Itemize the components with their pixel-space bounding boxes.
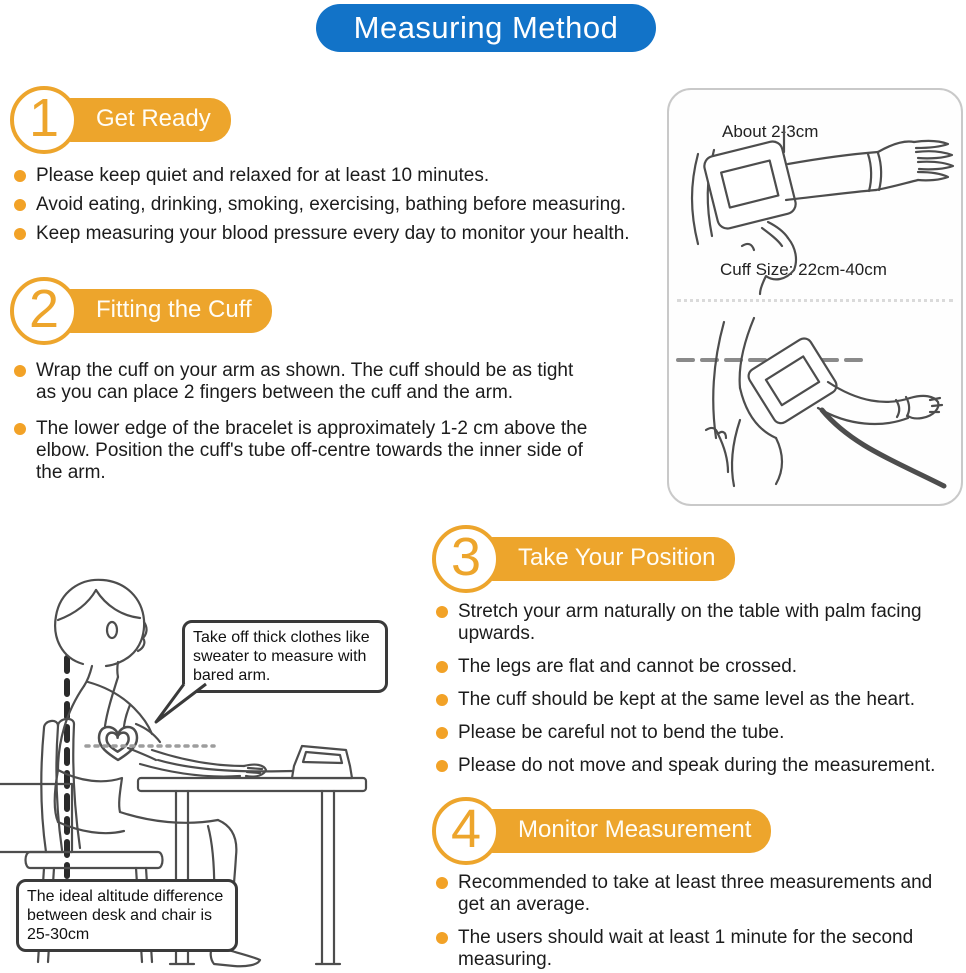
heart-icon	[99, 727, 137, 760]
chair-backrest	[41, 728, 46, 852]
bullet-dot-icon	[436, 932, 448, 944]
hair-line	[58, 590, 96, 620]
bullet-text: Avoid eating, drinking, smoking, exercising, bathing before measuring.	[36, 194, 627, 215]
bullet-dot-icon	[436, 606, 448, 618]
finger-line	[918, 172, 948, 180]
bullet-item	[432, 656, 960, 678]
desk-top	[138, 778, 366, 791]
shoulder-line	[692, 154, 698, 244]
bullet-item	[10, 194, 678, 216]
bullet-text: The cuff should be kept at the same level as the heart.	[458, 689, 915, 710]
cuff-gap-label: About 2-3cm	[722, 122, 819, 141]
bullet-dot-icon	[14, 423, 26, 435]
bullet-item	[432, 722, 960, 744]
bullet-text: Please do not move and speak during the measurement.	[458, 755, 936, 776]
bullet-dot-icon	[14, 170, 26, 182]
bullet-dot-icon	[14, 365, 26, 377]
palm-line	[876, 180, 918, 190]
straight-arm-illustration	[672, 96, 960, 296]
step2-number-badge: 2	[10, 277, 78, 345]
finger-line	[914, 141, 948, 148]
step4-title-pill: Monitor Measurement	[472, 809, 771, 853]
bullet-text: Please be careful not to bend the tube.	[458, 722, 785, 743]
helper-hand-line	[762, 228, 782, 246]
bullet-text: The lower edge of the bracelet is approximately 1-2 cm above the elbow. Position the cuff's tube off-centre towards the inner side of the arm.	[36, 418, 588, 483]
bullet-text: The users should wait at least 1 minute for the second measuring.	[458, 927, 914, 970]
chair-seat	[26, 852, 163, 868]
step4-bullet-list	[432, 872, 960, 973]
other-hand-line	[718, 434, 728, 472]
finger-line	[916, 151, 952, 158]
tube-line	[822, 410, 944, 486]
step3-header	[432, 525, 735, 593]
bullet-dot-icon	[436, 760, 448, 772]
speech-bubble: Take off thick clothes like sweater to measure with bared arm.	[182, 620, 388, 693]
thigh-line	[120, 812, 218, 823]
bent-arm-illustration	[672, 310, 960, 502]
step4-number-badge: 4	[432, 797, 500, 865]
hand-outline	[878, 141, 914, 152]
step1-title-pill: Get Ready	[50, 98, 231, 142]
step1-bullet-list	[10, 165, 678, 252]
desk-note: The ideal altitude difference between desk and chair is 25-30cm	[16, 879, 238, 952]
step3-number-badge: 3	[432, 525, 500, 593]
forearm-top-line	[828, 382, 910, 402]
bullet-text: Keep measuring your blood pressure every day to monitor your health.	[36, 223, 630, 244]
helper-hand-line	[742, 244, 754, 250]
bullet-dot-icon	[436, 727, 448, 739]
bullet-item	[10, 165, 678, 187]
cuff-icon	[702, 139, 798, 230]
torso-line	[713, 322, 724, 438]
page-title: Measuring Method	[316, 4, 656, 52]
step3-bullet-list	[432, 601, 960, 788]
wrist-line	[878, 153, 881, 190]
wrist-line	[868, 154, 871, 191]
bullet-text: Recommended to take at least three measurements and get an average.	[458, 872, 933, 915]
helper-hand-line	[760, 238, 796, 294]
step3-title-pill: Take Your Position	[472, 537, 735, 581]
chest-line	[105, 677, 118, 726]
bullet-item	[432, 755, 960, 777]
wrist-line	[906, 397, 909, 416]
bullet-item	[432, 601, 960, 645]
desk-leg	[316, 791, 340, 964]
bullet-text: The legs are flat and cannot be crossed.	[458, 656, 798, 677]
bullet-text: Stretch your arm naturally on the table with palm facing upwards.	[458, 601, 922, 644]
bullet-dot-icon	[14, 228, 26, 240]
step2-bullet-list	[10, 360, 588, 498]
bullet-item	[10, 360, 588, 404]
finger-line	[918, 162, 953, 170]
bp-monitor-icon	[292, 746, 352, 778]
step1-number-badge: 1	[10, 86, 78, 154]
bullet-item	[432, 689, 960, 711]
torso-line	[776, 438, 782, 484]
ear-icon	[107, 622, 117, 638]
bullet-dot-icon	[14, 199, 26, 211]
torso-line	[732, 420, 740, 486]
bullet-dot-icon	[436, 877, 448, 889]
panel-divider	[677, 299, 953, 302]
bullet-item	[10, 418, 588, 484]
bullet-dot-icon	[436, 661, 448, 673]
bullet-item	[432, 872, 960, 916]
step1-header	[10, 86, 231, 154]
bullet-item	[10, 223, 678, 245]
cuff-size-label: Cuff Size: 22cm-40cm	[720, 260, 887, 279]
forearm-line	[152, 750, 244, 766]
arm-bottom-line	[786, 190, 876, 200]
wrist-line	[896, 400, 899, 417]
bullet-text: Wrap the cuff on your arm as shown. The cuff should be as tight as you can place 2 fingers between the cuff and the arm.	[36, 360, 574, 403]
speech-bubble-tail	[150, 678, 210, 726]
arm-top-line	[788, 152, 878, 164]
head-outline	[55, 580, 144, 666]
chair-backrest	[44, 721, 58, 728]
bullet-text: Please keep quiet and relaxed for at least 10 minutes.	[36, 165, 490, 186]
step2-header	[10, 277, 272, 345]
bullet-dot-icon	[436, 694, 448, 706]
step2-title-pill: Fitting the Cuff	[50, 289, 272, 333]
bullet-item	[432, 927, 960, 971]
neck-line	[117, 662, 118, 677]
step4-header	[432, 797, 771, 865]
